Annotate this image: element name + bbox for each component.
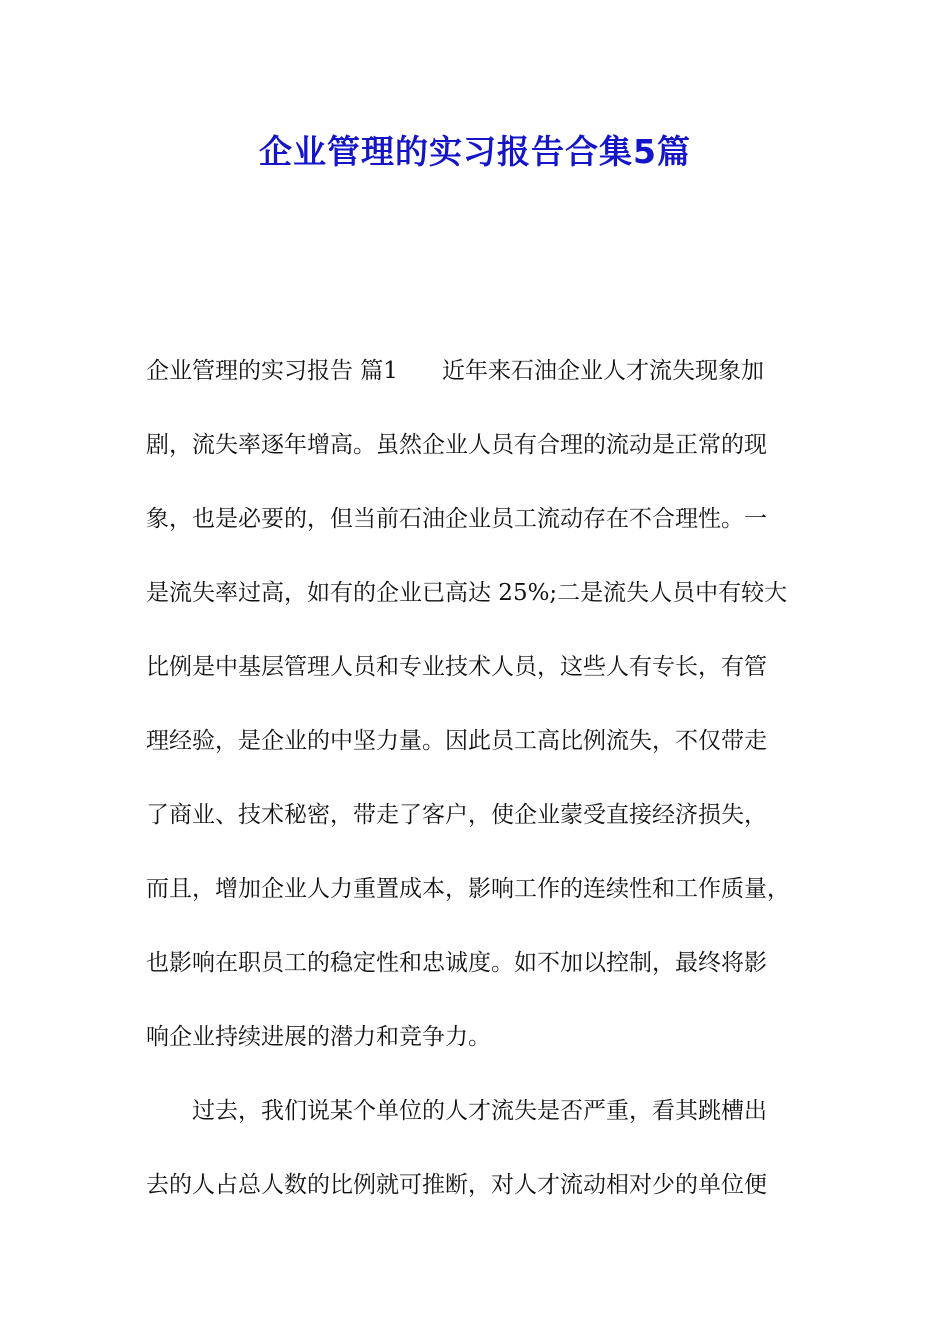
paragraph-line: 而且，增加企业人力重置成本，影响工作的连续性和工作质量， — [146, 876, 790, 902]
paragraph-line: 比例是中基层管理人员和专业技术人员，这些人有专长，有管 — [146, 654, 767, 680]
paragraph-line: 也影响在职员工的稳定性和忠诚度。如不加以控制，最终将影 — [146, 950, 767, 976]
document-body — [146, 334, 822, 1222]
paragraph-line: 象，也是必要的，但当前石油企业员工流动存在不合理性。一 — [146, 506, 767, 532]
section-heading: 企业管理的实习报告 篇1 — [146, 358, 398, 384]
paragraph-line: 是流失率过高，如有的企业已高达 25%;二是流失人员中有较大 — [146, 580, 788, 606]
paragraph-line: 剧，流失率逐年增高。虽然企业人员有合理的流动是正常的现 — [146, 432, 767, 458]
paragraph-line: 去的人占总人数的比例就可推断，对人才流动相对少的单位便 — [146, 1172, 767, 1198]
document-title: 企业管理的实习报告合集5篇 — [259, 132, 691, 171]
paragraph-text: 近年来石油企业人才流失现象加 — [441, 358, 764, 384]
paragraph-line: 了商业、技术秘密，带走了客户，使企业蒙受直接经济损失， — [146, 802, 767, 828]
paragraph-line — [146, 334, 822, 408]
paragraph-line: 过去，我们说某个单位的人才流失是否严重，看其跳槽出 — [192, 1098, 767, 1124]
paragraph-line: 理经验，是企业的中坚力量。因此员工高比例流失，不仅带走 — [146, 728, 767, 754]
paragraph-line: 响企业持续进展的潜力和竞争力。 — [146, 1024, 491, 1050]
